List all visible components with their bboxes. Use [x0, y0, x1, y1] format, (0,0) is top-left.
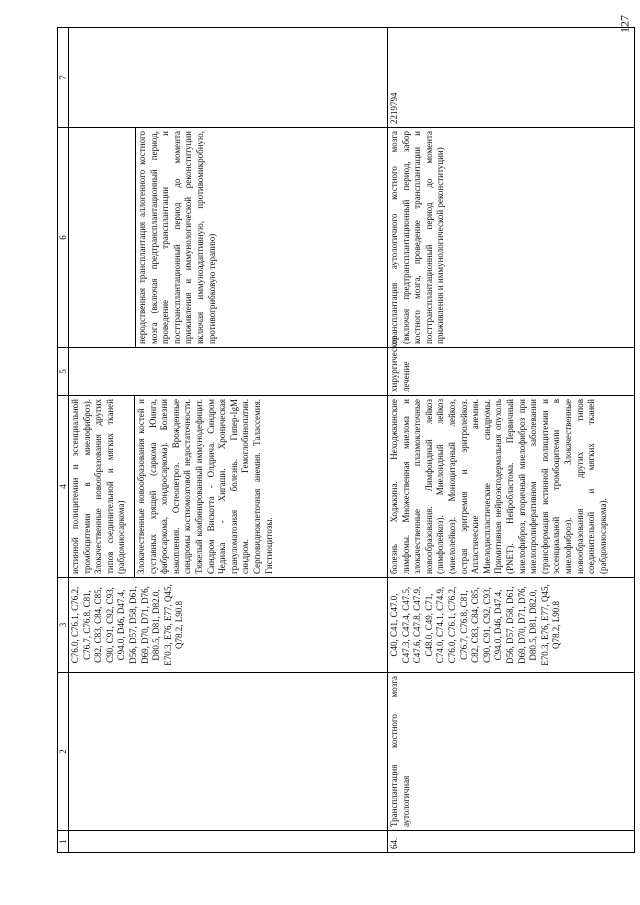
column-header-4: 4	[58, 396, 69, 578]
column-header-5: 5	[58, 348, 69, 396]
cell-method: трансплантация аутологичного костного мозга (включая предтрансплантационный период, забор костного мозга, проведение трансплантации и посттрансплантационный период до момента приживления и иммунологической реконституции)	[388, 128, 635, 348]
cell-diagnosis-continued: истинной полицитемии и эссенциальной тромбоцитемии в миелофиброз). Злокачественные новообразования других типов соединительной и мягких тканей (рабдомиосаркома)	[69, 396, 135, 578]
cell-treatment-empty	[69, 348, 388, 396]
column-header-6: 6	[58, 128, 69, 348]
column-header-7: 7	[58, 28, 69, 128]
icd-codes-part-2: C76.0, C76.1, C76.2, C76.7, C76.8, C81, C82, C83, C84, C85, C90, C91, C92, C93, C94.0, D46, D47.4, D56, D57, D58, D61, D69, D70, D71, D76, D80.5, D81, D82.0, E70.3, E76, E77, Q45, Q78.2, L90.8	[446, 584, 562, 666]
vmp-table	[57, 27, 635, 853]
page-number: 127	[617, 15, 632, 33]
cell-treatment: хирургическое лечение	[388, 348, 635, 396]
rotated-table-container	[57, 28, 635, 853]
column-header-3: 3	[58, 578, 69, 673]
cell-diagnosis-continued-2: Злокачественные новообразования костей и суставных хрящей (саркома Юинга, фибросаркома, хондросаркома). Болезни накопления. Остеопетроз. Врожденные синдромы костномозговой недостаточности. Тяжелый комбинированный иммунодефицит. Синдром Вискотта - Олдрича. Синдром Чедиака - Хигаши. Хроническая грануломатозная болезнь. Гипер-IgM синдром. Гемоглобинопатии. Серповидноклеточная анемия. Талассемия. Гистиоцитозы.	[135, 396, 388, 578]
row-number: 64.	[388, 831, 635, 853]
cell-amount: 2219794	[388, 28, 635, 128]
icd-codes-part-1: C40, C41, C47.0, C47.3, C47.4, C47.5, C47.6, C47.8, C47.9, C48.0, C49, C71, C74.0, C74.1, C74.9,	[389, 586, 446, 664]
cell-name-empty	[69, 673, 388, 831]
continuation-row-a	[69, 28, 135, 853]
cell-codes-continued: C76.0, C76.1, C76.2, C76.7, C76.8, C81, C82, C83, C84, C85, C90, C91, C92, C93, C94.0, D46, D47.4, D56, D57, D58, D61, D69, D70, D71, D76, D80.5, D81, D82.0, E70.3, E76, E77, Q45, Q78.2, L90.8	[69, 578, 388, 673]
cell-method-continued: неродственная трансплантация аллогенного костного мозга (включая предтрансплантационный период, проведение трансплантации и посттрансплантационный период до момента приживления и иммунологической реконституции включая иммуноадаптивную, противомикробную, противогрибковую терапию)	[135, 128, 219, 347]
column-header-1: 1	[58, 831, 69, 853]
column-header-2: 2	[58, 673, 69, 831]
cell-icd-codes	[388, 578, 635, 673]
cell-diagnosis: болезнь Ходжкина. Неходжкинские лимфомы. Множественная миелома и злокачественные плазмоклеточные новообразования. Лимфоидный лейкоз (лимфолейкоз). Миелоидный лейкоз (миелолейкоз). Моноцитарный лейкоз, острая эритремия и эритролейкоз. Апластические анемии. Миелодиспластические синдромы. Примитивная нейроэктодермальная опухоль (PNET). Нейробластома. Первичный миелофиброз, вторичный миелофиброз при миелопролиферативном заболевании (трансформация истинной полицитемии и эссенциальной тромбоцитемии в миелофиброз). Злокачественные новообразования других типов соединительной и мягких тканей (рабдомиосаркома).	[388, 396, 635, 578]
column-number-row	[58, 28, 69, 853]
cell-method-name: Трансплантация костного мозга аутологичная	[388, 673, 635, 831]
cell-amount-empty	[69, 28, 388, 128]
cell-number-empty	[69, 831, 388, 853]
method-continued-empty	[69, 128, 135, 347]
table-row-64	[388, 28, 635, 853]
